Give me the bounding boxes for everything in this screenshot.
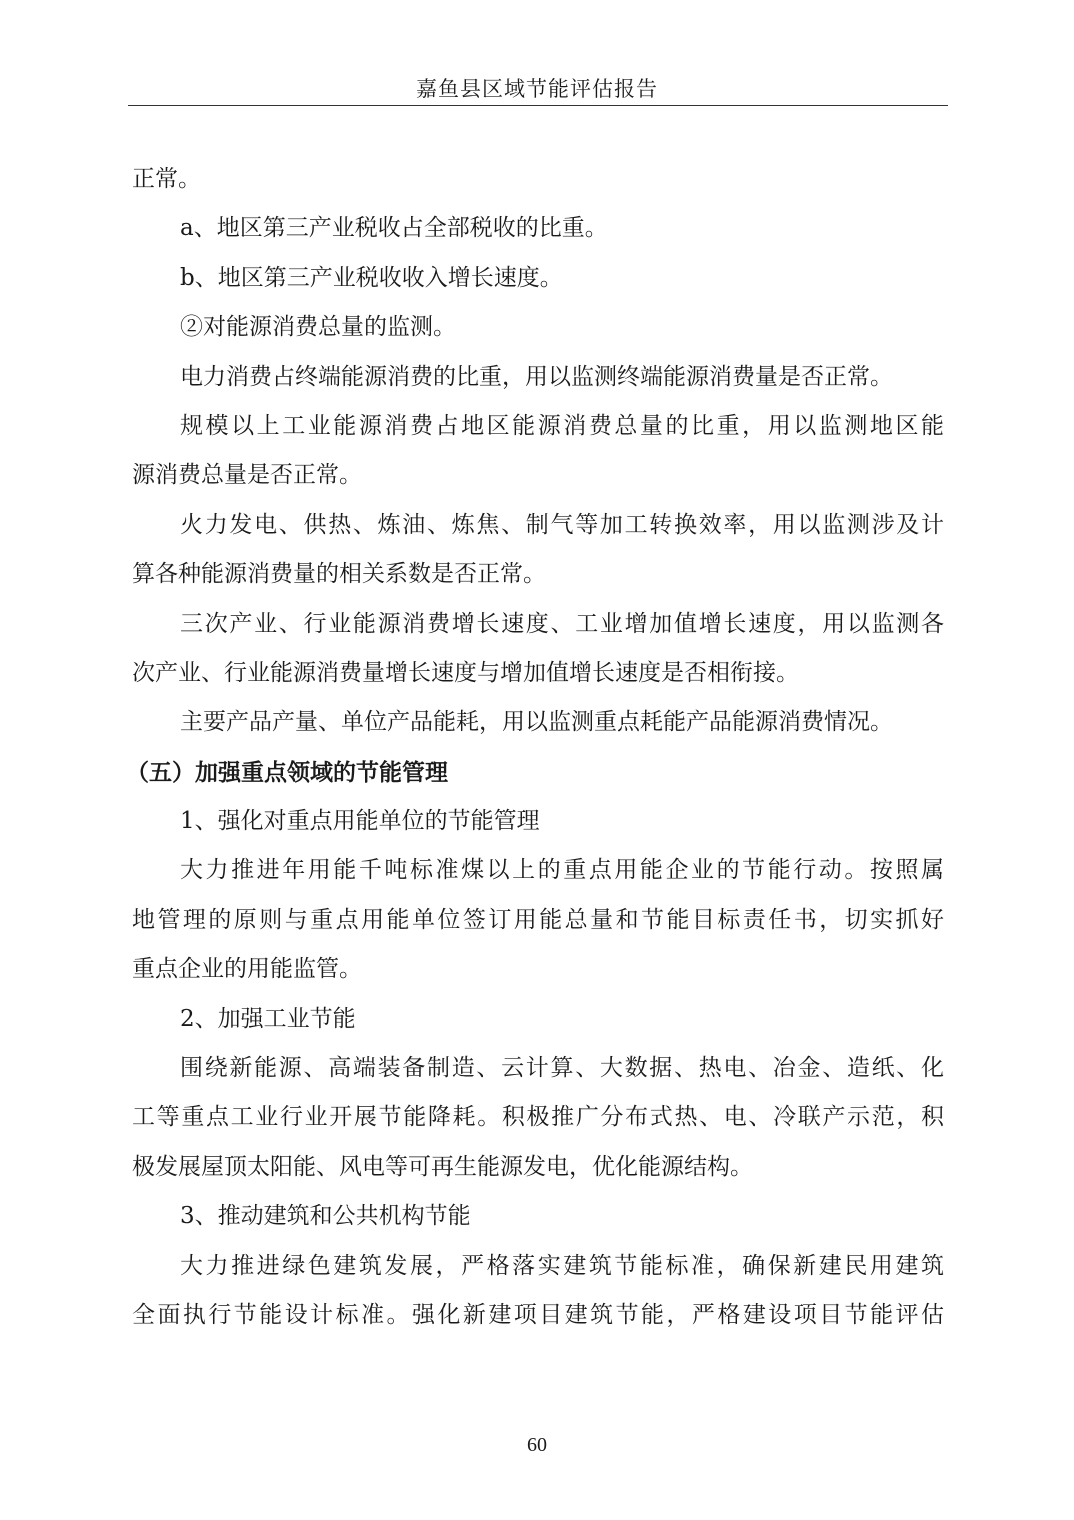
text-line: 算各种能源消费量的相关系数是否正常。: [132, 561, 546, 588]
text-line: 电力消费占终端能源消费的比重，用以监测终端能源消费量是否正常。: [180, 363, 893, 390]
text-line: ②对能源消费总量的监测。: [180, 314, 456, 341]
text-line: 主要产品产量、单位产品能耗，用以监测重点耗能产品能源消费情况。: [180, 709, 893, 736]
text-line: 次产业、行业能源消费量增长速度与增加值增长速度是否相衔接。: [132, 659, 799, 686]
text-line: 源消费总量是否正常。: [132, 462, 362, 489]
text-line: 三次产业、行业能源消费增长速度、工业增加值增长速度，用以监测各: [180, 610, 944, 637]
text-line: 工等重点工业行业开展节能降耗。积极推广分布式热、电、冷联产示范，积: [132, 1104, 944, 1131]
section-heading: （五）加强重点领域的节能管理: [126, 758, 448, 786]
text-line: 3、推动建筑和公共机构节能: [180, 1203, 471, 1230]
header-divider: [128, 105, 948, 106]
running-header-title: 嘉鱼县区域节能评估报告: [416, 77, 658, 101]
text-line: 极发展屋顶太阳能、风电等可再生能源发电，优化能源结构。: [132, 1153, 753, 1180]
text-line: 2、加强工业节能: [180, 1005, 356, 1032]
text-line: 火力发电、供热、炼油、炼焦、制气等加工转换效率，用以监测涉及计: [180, 511, 944, 538]
text-line: b、地区第三产业税收收入增长速度。: [180, 264, 563, 291]
text-line: 正常。: [132, 166, 201, 192]
text-line: a、地区第三产业税收占全部税收的比重。: [180, 215, 608, 242]
text-line: 重点企业的用能监管。: [132, 956, 362, 983]
page-number: 60: [527, 1434, 547, 1456]
text-line: 规模以上工业能源消费占地区能源消费总量的比重，用以监测地区能: [180, 412, 944, 439]
document-body: [126, 155, 944, 1340]
text-line: 围绕新能源、高端装备制造、云计算、大数据、热电、冶金、造纸、化: [180, 1055, 944, 1082]
text-line: 地管理的原则与重点用能单位签订用能总量和节能目标责任书，切实抓好: [132, 906, 944, 933]
text-line: 大力推进年用能千吨标准煤以上的重点用能企业的节能行动。按照属: [180, 857, 944, 884]
text-line: 1、强化对重点用能单位的节能管理: [180, 808, 540, 835]
text-line: 全面执行节能设计标准。强化新建项目建筑节能，严格建设项目节能评估: [132, 1301, 944, 1328]
text-line: 大力推进绿色建筑发展，严格落实建筑节能标准，确保新建民用建筑: [180, 1252, 944, 1279]
